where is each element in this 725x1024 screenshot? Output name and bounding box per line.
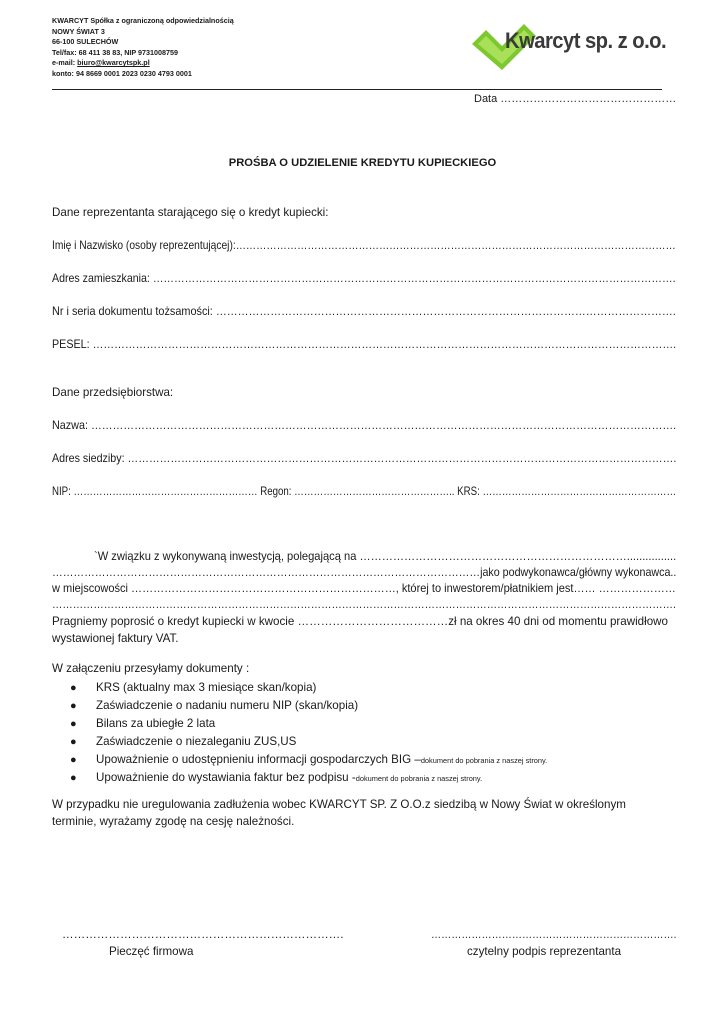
investment-line-2[interactable]: …………………………………………………………………………………………………………jako podwykonawca/główny wykonawca..: [52, 566, 677, 579]
company-email: e-mail: biuro@kwarcytspk.pl: [52, 58, 150, 67]
list-item: ● Upoważnienie do wystawiania faktur bez podpisu - dokument do pobrania z naszej strony.: [70, 769, 547, 787]
company-name-field[interactable]: Nazwa: ……………………………………………………………………………………………………………………………………………….: [52, 419, 677, 432]
page-title: PROŚBA O UDZIELENIE KREDYTU KUPIECKIEGO: [228, 157, 497, 169]
representative-heading: Dane reprezentanta starającego się o kredyt kupiecki:: [52, 206, 329, 219]
company-logo: [472, 18, 667, 72]
logo-text: Kwarcyt sp. z o.o.: [505, 28, 667, 53]
list-item: ● Zaświadczenie o nadaniu numeru NIP (skan/kopia): [70, 697, 547, 715]
consent-text: W przypadku nie uregulowania zadłużenia wobec KWARCYT SP. Z O.O.z siedzibą w Nowy Świat w określonym terminie, wyrażamy zgodę na cesję należności.: [52, 798, 626, 828]
representative-address-field[interactable]: Adres zamieszkania: ………………………………………………………………………………………………………………………………….: [52, 272, 676, 285]
bullet-icon: ●: [70, 736, 77, 748]
company-address-field[interactable]: Adres siedziby: ……………………………………………………………………………………………………………………………………….: [52, 452, 677, 465]
company-account: konto: 94 8669 0001 2023 0230 4793 0001: [52, 68, 192, 78]
investment-line-4[interactable]: ……………………………………………………………………………………………………………………………………………………………….: [52, 598, 676, 611]
representative-document-field[interactable]: Nr i seria dokumentu tożsamości: ……………………………………………………………………………………………………………….: [52, 305, 676, 318]
download-note: dokument do pobrania z naszej strony.: [420, 756, 548, 765]
bullet-icon: ●: [70, 772, 77, 784]
bullet-icon: ●: [70, 682, 77, 694]
representative-name-field[interactable]: Imię i Nazwisko (osoby reprezentującej):…………………………………………………………………………………………………………………: [52, 239, 676, 252]
list-item: ● Upoważnienie o udostępnieniu informacji gospodarczych BIG – dokument do pobrania z naszej strony.: [70, 751, 547, 769]
download-note: dokument do pobrania z naszej strony.: [355, 774, 483, 783]
representative-signature-line[interactable]: ……………………………………………………………….: [431, 928, 677, 941]
credit-request: Pragniemy poprosić o kredyt kupiecki w kwocie …………………………………zł na okres 40 dni od momentu prawidłowo wystawionej faktury VAT.: [52, 615, 668, 645]
signature-label: czytelny podpis reprezentanta: [467, 945, 622, 958]
company-ids-field[interactable]: NIP: ………………………………………………… Regon: ………………………………………….. KRS: ……………………………………………………: [52, 485, 677, 498]
stamp-label: Pieczęć firmowa: [109, 945, 194, 958]
investment-line-1[interactable]: `W związku z wykonywaną inwestycją, polegającą na ………………………………………………………………................: [94, 550, 677, 563]
company-name: KWARCYT Spółka z ograniczoną odpowiedzialnością: [52, 16, 234, 25]
company-info: [52, 16, 234, 79]
email-link[interactable]: biuro@kwarcytspk.pl: [77, 58, 150, 67]
bullet-icon: ●: [70, 718, 77, 730]
list-item: ● Zaświadczenie o niezaleganiu ZUS,US: [70, 733, 547, 751]
company-street: NOWY ŚWIAT 3: [52, 26, 105, 36]
investment-line-3[interactable]: w miejscowości ………………………………………………………………, której to inwestorem/płatnikiem jest…… …………………: [52, 582, 676, 595]
date-field[interactable]: Data …………………………………………: [474, 93, 677, 105]
company-phone-nip: Tel/fax: 68 411 38 83, NIP 9731008759: [52, 47, 179, 57]
header-divider: [52, 89, 662, 90]
company-heading: Dane przedsiębiorstwa:: [52, 386, 174, 399]
list-item: ● KRS (aktualny max 3 miesiące skan/kopia): [70, 679, 547, 697]
bullet-icon: ●: [70, 754, 77, 766]
stamp-signature-line[interactable]: ……………………………………………………………….: [62, 928, 344, 941]
bullet-icon: ●: [70, 700, 77, 712]
attachments-intro: W załączeniu przesyłamy dokumenty :: [52, 662, 250, 675]
attachments-list: [70, 679, 547, 787]
company-city: 66-100 SULECHÓW: [52, 37, 119, 46]
representative-pesel-field[interactable]: PESEL: ……………………………………………………………………………………………………………………………………………….: [52, 338, 677, 351]
list-item: ● Bilans za ubiegłe 2 lata: [70, 715, 547, 733]
